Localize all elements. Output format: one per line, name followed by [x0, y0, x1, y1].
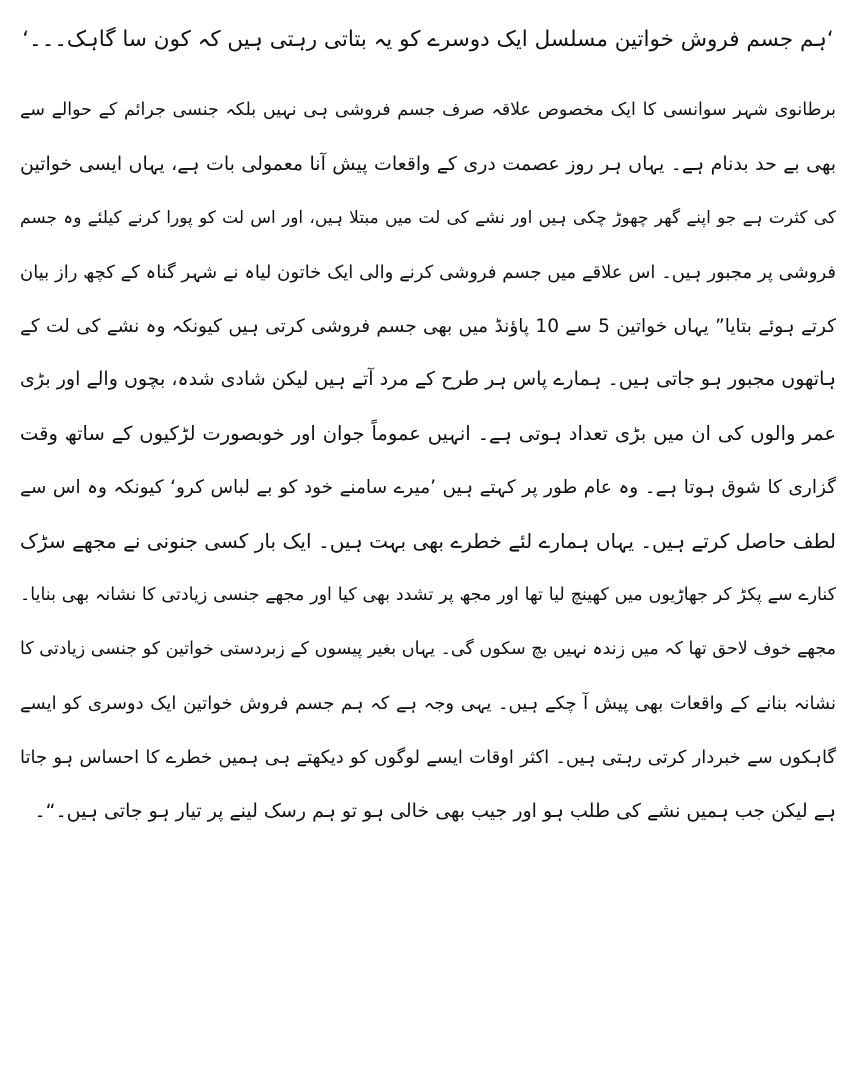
article-line: ہاتھوں مجبور ہو جاتی ہیں۔ ہمارے پاس ہر طرح کے مرد آتے ہیں لیکن شادی شدہ، بچوں والے اور بڑی: [20, 368, 836, 391]
article-line: کنارے سے پکڑ کر جھاڑیوں میں کھینچ لیا تھا اور مجھ پر تشدد بھی کیا اور مجھے جنسی زیادتی کا نشانہ بھی بنایا۔: [20, 585, 836, 606]
article-line: عمر والوں کی ان میں بڑی تعداد ہوتی ہے۔ انہیں عموماً جوان اور خوبصورت لڑکیوں کے ساتھ وقت: [20, 422, 836, 446]
article-line: برطانوی شہر سوانسی کا ایک مخصوص علاقہ صرف جسم فروشی ہی نہیں بلکہ جنسی جرائم کے حوالے سے: [20, 100, 836, 120]
article-line: لطف حاصل کرتے ہیں۔ یہاں ہمارے لئے خطرے بھی بہت ہیں۔ ایک بار کسی جنونی نے مجھے سڑک: [20, 529, 836, 554]
article-line: بھی بے حد بدنام ہے۔ یہاں ہر روز عصمت دری کے واقعات پیش آنا معمولی بات ہے، یہاں ایسی خواتین: [20, 152, 836, 175]
article-line: مجھے خوف لاحق تھا کہ میں زندہ نہیں بچ سکوں گی۔ یہاں بغیر پیسوں کے زبردستی خواتین کو جنسی زیادتی کا: [20, 638, 836, 659]
article-line: گاہکوں سے خبردار کرتی رہتی ہیں۔ اکثر اوقات ایسے لوگوں کو دیکھتے ہی ہمیں خطرے کا احساس ہو جاتا: [20, 746, 836, 768]
article-line: نشانہ بنانے کے واقعات بھی پیش آ چکے ہیں۔ یہی وجہ ہے کہ ہم جسم فروش خواتین ایک دوسری کو ایسے: [20, 692, 836, 714]
article-line: کرتے ہوئے بتایا” یہاں خواتین 5 سے 10 پاﺅنڈ میں بھی جسم فروشی کرتی ہیں کیونکہ وہ نشے کی لت کے: [20, 315, 836, 337]
article-line: کی کثرت ہے جو اپنے گھر چھوڑ چکی ہیں اور نشے کی لت میں مبتلا ہیں، اور اس لت کو پورا کرنے کیلئے وہ جسم: [20, 207, 836, 228]
article-body: [20, 84, 836, 838]
article-line: فروشی پر مجبور ہیں۔ اس علاقے میں جسم فروشی کرنے والی ایک خاتون لیاہ نے شہر گناہ کے کچھ راز بیان: [20, 261, 836, 283]
article-headline: ‘ہم جسم فروش خواتین مسلسل ایک دوسرے کو یہ بتاتی رہتی ہیں کہ کون سا گاہک۔۔۔‘: [22, 27, 834, 52]
article-line: گزاری کا شوق ہوتا ہے۔ وہ عام طور پر کہتے ہیں ’میرے سامنے خود کو بے لباس کرو‘ کیونکہ وہ اس سے: [20, 477, 836, 499]
article-line: ہے لیکن جب ہمیں نشے کی طلب ہو اور جیب بھی خالی ہو تو ہم رسک لینے پر تیار ہو جاتی ہیں۔“۔: [34, 799, 836, 822]
